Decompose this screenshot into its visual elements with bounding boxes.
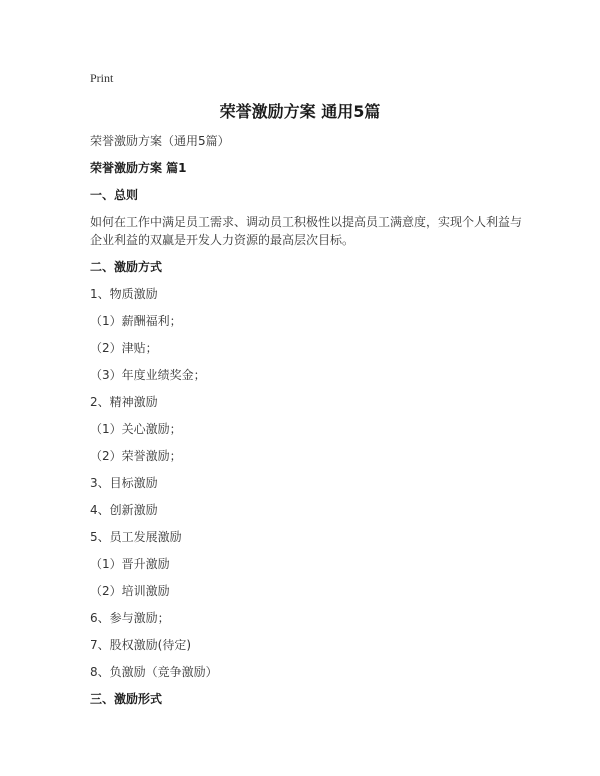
document-subtitle: 荣誉激励方案（通用5篇） <box>90 134 230 148</box>
print-link[interactable]: Print <box>90 71 114 85</box>
list-item: 5、员工发展激励 <box>90 530 182 544</box>
list-item: 7、股权激励(待定) <box>90 638 191 652</box>
list-item: （1）晋升激励 <box>90 557 170 571</box>
list-item: 8、负激励（竞争激励） <box>90 665 218 679</box>
heading-incentive-methods: 二、激励方式 <box>90 260 163 274</box>
list-item: 6、参与激励； <box>90 611 170 625</box>
list-item: 3、目标激励 <box>90 476 158 490</box>
list-item: （2）荣誉激励； <box>90 449 182 463</box>
list-item: 1、物质激励 <box>90 287 158 301</box>
list-item: （1）薪酬福利； <box>90 314 182 328</box>
list-item: 4、创新激励 <box>90 503 158 517</box>
heading-general: 一、总则 <box>90 188 139 202</box>
heading-incentive-forms: 三、激励形式 <box>90 692 163 706</box>
list-item: 2、精神激励 <box>90 395 158 409</box>
list-item: （2）津贴； <box>90 341 158 355</box>
section-title: 荣誉激励方案 篇1 <box>90 161 187 175</box>
paragraph-intro: 如何在工作中满足员工需求、调动员工积极性以提高员工满意度，实现个人利益与企业利益的双赢是开发人力资源的最高层次目标。 <box>90 215 523 247</box>
list-item: （3）年度业绩奖金； <box>90 368 206 382</box>
page-title: 荣誉激励方案 通用5篇 <box>219 102 381 121</box>
document-body <box>90 132 530 708</box>
list-item: （2）培训激励 <box>90 584 170 598</box>
list-item: （1）关心激励； <box>90 422 182 436</box>
